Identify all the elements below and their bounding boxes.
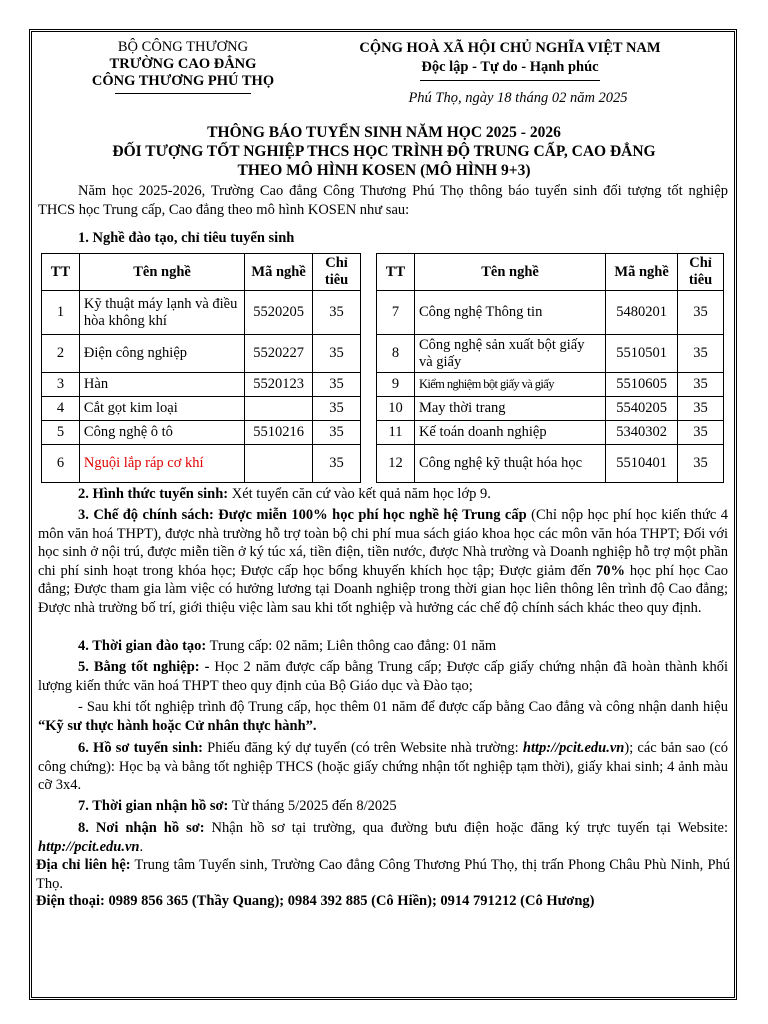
row-name: Kiểm nghiệm bột giấy và giấy <box>414 373 605 397</box>
table-row <box>42 373 361 397</box>
section5-title: “Kỹ sư thực hành hoặc Cử nhân thực hành”. <box>38 717 317 734</box>
row-quota: 35 <box>313 445 361 483</box>
row-quota: 35 <box>678 373 724 397</box>
section7-label: 7. Thời gian nhận hồ sơ: <box>78 798 229 814</box>
row-code: 5510501 <box>606 335 678 373</box>
section5-label: 5. Bằng tốt nghiệp: - <box>78 659 210 675</box>
row-name: Hàn <box>79 373 244 397</box>
row-code: 5340302 <box>606 421 678 445</box>
row-code: 5520205 <box>245 291 313 335</box>
table-row <box>377 445 724 483</box>
section8 <box>38 819 728 856</box>
issue-date: Phú Thọ, ngày 18 tháng 02 năm 2025 <box>408 90 628 106</box>
row-tt: 12 <box>377 445 415 483</box>
section3-label: 3. Chế độ chính sách: Được miễn 100% học phí học nghề hệ Trung cấp <box>78 507 527 523</box>
table-row <box>42 335 361 373</box>
row-tt: 3 <box>42 373 80 397</box>
section3 <box>38 506 728 617</box>
school-name-line1: TRƯỜNG CAO ĐẲNG <box>109 56 257 72</box>
republic-name: CỘNG HOÀ XÃ HỘI CHỦ NGHĨA VIỆT NAM <box>359 40 661 56</box>
title-line3: THEO MÔ HÌNH KOSEN (MÔ HÌNH 9+3) <box>237 162 531 179</box>
section8-text: Nhận hồ sơ tại trường, qua đường bưu điện hoặc đăng ký trực tuyến tại Website: <box>204 820 728 836</box>
title-line1: THÔNG BÁO TUYỂN SINH NĂM HỌC 2025 - 2026 <box>207 124 561 141</box>
col-tt: TT <box>377 254 415 291</box>
row-name: Cắt gọt kim loại <box>79 397 244 421</box>
section3-percent: 70% <box>596 562 626 579</box>
programs-table-left <box>41 253 361 483</box>
row-quota: 35 <box>313 373 361 397</box>
table-row <box>377 373 724 397</box>
address-label: Địa chỉ liên hệ: <box>36 857 131 873</box>
section3-text-a: (Chỉ nộp học phí học kiến thức 4 môn văn hoá THPT), được nhà trường hỗ trợ toàn bộ chi phí mua sách giáo khoa học các môn văn hóa THPT; Đối với học sinh ở nội trú, được miễn tiền ở ký túc xá, tiền điện, tiền nước, được Nhà trường và Doanh nghiệp hỗ trợ một phần chi phí sinh hoạt trong khóa học; Được cấp học bổng khuyến khích học tập; Được giảm đến <box>38 507 728 579</box>
row-tt: 4 <box>42 397 80 421</box>
row-name: Điện công nghiệp <box>79 335 244 373</box>
section6-label: 6. Hồ sơ tuyển sinh: <box>78 740 204 756</box>
section4-label: 4. Thời gian đào tạo: <box>78 638 207 654</box>
section5-continued <box>38 698 728 735</box>
section2 <box>38 485 728 504</box>
section3-text-b: học phí học Cao đẳng; Được tham gia làm việc có hưởng lương tại Doanh nghiệp trong thời gian học liên thông lên trình độ Cao đẳng; Được nhà trường bố trí, giới thiệu việc làm sau khi tốt nghiệp và hưởng các chế độ chính sách khác theo quy định. <box>38 562 728 616</box>
row-tt: 5 <box>42 421 80 445</box>
row-name: Nguội lắp ráp cơ khí <box>79 445 244 483</box>
row-code: 5510401 <box>606 445 678 483</box>
table-row <box>377 291 724 335</box>
table-row <box>377 335 724 373</box>
col-code: Mã nghề <box>606 254 678 291</box>
intro-paragraph: Năm học 2025-2026, Trường Cao đẳng Công Thương Phú Thọ thông báo tuyển sinh đối tượng tốt nghiệp THCS học Trung cấp, Cao đẳng theo mô hình KOSEN như sau: <box>38 183 728 218</box>
row-code: 5510216 <box>245 421 313 445</box>
row-quota: 35 <box>313 335 361 373</box>
website-link[interactable]: http://pcit.edu.vn <box>38 838 140 855</box>
national-motto: Độc lập - Tự do - Hạnh phúc <box>421 59 599 75</box>
row-tt: 9 <box>377 373 415 397</box>
section4 <box>38 637 728 656</box>
section6-text-a: Phiếu đăng ký dự tuyển (có trên Website nhà trường: <box>203 740 523 756</box>
section8-end: . <box>139 838 144 855</box>
row-code <box>245 397 313 421</box>
row-tt: 8 <box>377 335 415 373</box>
row-tt: 2 <box>42 335 80 373</box>
address-text: Trung tâm Tuyển sinh, Trường Cao đẳng Công Thương Phú Thọ, thị trấn Phong Châu Phù Ninh, Phú Thọ. <box>36 857 731 892</box>
row-quota: 35 <box>313 397 361 421</box>
row-tt: 6 <box>42 445 80 483</box>
col-code: Mã nghề <box>245 254 313 291</box>
row-tt: 1 <box>42 291 80 335</box>
ministry-name: BỘ CÔNG THƯƠNG <box>117 39 249 55</box>
row-quota: 35 <box>313 291 361 335</box>
section5-text: Học 2 năm được cấp bằng Trung cấp; Được cấp giấy chứng nhận đã hoàn thành khối lượng kiến thức văn hoá THPT theo quy định của Bộ Giáo dục và Đào tạo; <box>38 659 728 694</box>
school-name-line2: CÔNG THƯƠNG PHÚ THỌ <box>91 73 275 89</box>
national-header <box>330 39 690 81</box>
row-tt: 11 <box>377 421 415 445</box>
header-underline <box>115 93 251 94</box>
col-name: Tên nghề <box>79 254 244 291</box>
col-name: Tên nghề <box>414 254 605 291</box>
row-tt: 10 <box>377 397 415 421</box>
row-tt: 7 <box>377 291 415 335</box>
row-name: Công nghệ Thông tin <box>414 291 605 335</box>
row-code: 5520123 <box>245 373 313 397</box>
section1-heading: 1. Nghề đào tạo, chỉ tiêu tuyển sinh <box>78 230 295 246</box>
row-name: Kế toán doanh nghiệp <box>414 421 605 445</box>
row-quota: 35 <box>678 445 724 483</box>
row-quota: 35 <box>313 421 361 445</box>
col-quota: Chỉ tiêu <box>678 254 724 291</box>
row-name: Công nghệ kỹ thuật hóa học <box>414 445 605 483</box>
section2-text: Xét tuyển căn cứ vào kết quả năm học lớp 9. <box>228 486 491 502</box>
section7-text: Từ tháng 5/2025 đến 8/2025 <box>228 798 397 814</box>
document-title <box>36 123 732 180</box>
motto-underline <box>420 80 600 81</box>
section4-text: Trung cấp: 02 năm; Liên thông cao đẳng: 01 năm <box>206 638 497 654</box>
col-quota: Chỉ tiêu <box>313 254 361 291</box>
row-code: 5520227 <box>245 335 313 373</box>
table-row <box>42 291 361 335</box>
row-code: 5540205 <box>606 397 678 421</box>
table-header-row <box>42 254 361 291</box>
website-link[interactable]: http://pcit.edu.vn <box>522 740 625 756</box>
table-row <box>377 397 724 421</box>
col-tt: TT <box>42 254 80 291</box>
section8-label: 8. Nơi nhận hồ sơ: <box>78 820 205 836</box>
section5 <box>38 658 728 695</box>
section2-label: 2. Hình thức tuyển sinh: <box>78 486 229 502</box>
row-name: May thời trang <box>414 397 605 421</box>
section7 <box>38 797 728 816</box>
table-row <box>42 445 361 483</box>
row-code: 5510605 <box>606 373 678 397</box>
contact-address <box>36 856 730 893</box>
row-quota: 35 <box>678 291 724 335</box>
row-quota: 35 <box>678 421 724 445</box>
row-quota: 35 <box>678 335 724 373</box>
row-code <box>245 445 313 483</box>
row-name: Công nghệ ô tô <box>79 421 244 445</box>
section6 <box>38 739 728 795</box>
section6-text-b: ); các bản sao (có công chứng): Học bạ và bằng tốt nghiệp THCS (hoặc giấy chứng nhận tốt nghiệp tạm thời), giấy khai sinh; 4 ảnh màu cỡ 3x4. <box>38 740 728 793</box>
programs-table-right <box>376 253 724 483</box>
row-name: Kỹ thuật máy lạnh và điều hòa không khí <box>79 291 244 335</box>
row-name: Công nghệ sản xuất bột giấy và giấy <box>414 335 605 373</box>
table-header-row <box>377 254 724 291</box>
issuer-header <box>48 39 318 94</box>
section5-text2: - Sau khi tốt nghiệp trình độ Trung cấp, học thêm 01 năm để được cấp bằng Cao đẳng và công nhận danh hiệu <box>78 699 728 715</box>
row-quota: 35 <box>678 397 724 421</box>
contact-phone: Điện thoại: 0989 856 365 (Thầy Quang); 0984 392 885 (Cô Hiền); 0914 791212 (Cô Hương) <box>36 893 595 909</box>
table-row <box>42 421 361 445</box>
table-row <box>42 397 361 421</box>
table-row <box>377 421 724 445</box>
title-line2: ĐỐI TƯỢNG TỐT NGHIỆP THCS HỌC TRÌNH ĐỘ TRUNG CẤP, CAO ĐẲNG <box>112 143 656 160</box>
row-code: 5480201 <box>606 291 678 335</box>
